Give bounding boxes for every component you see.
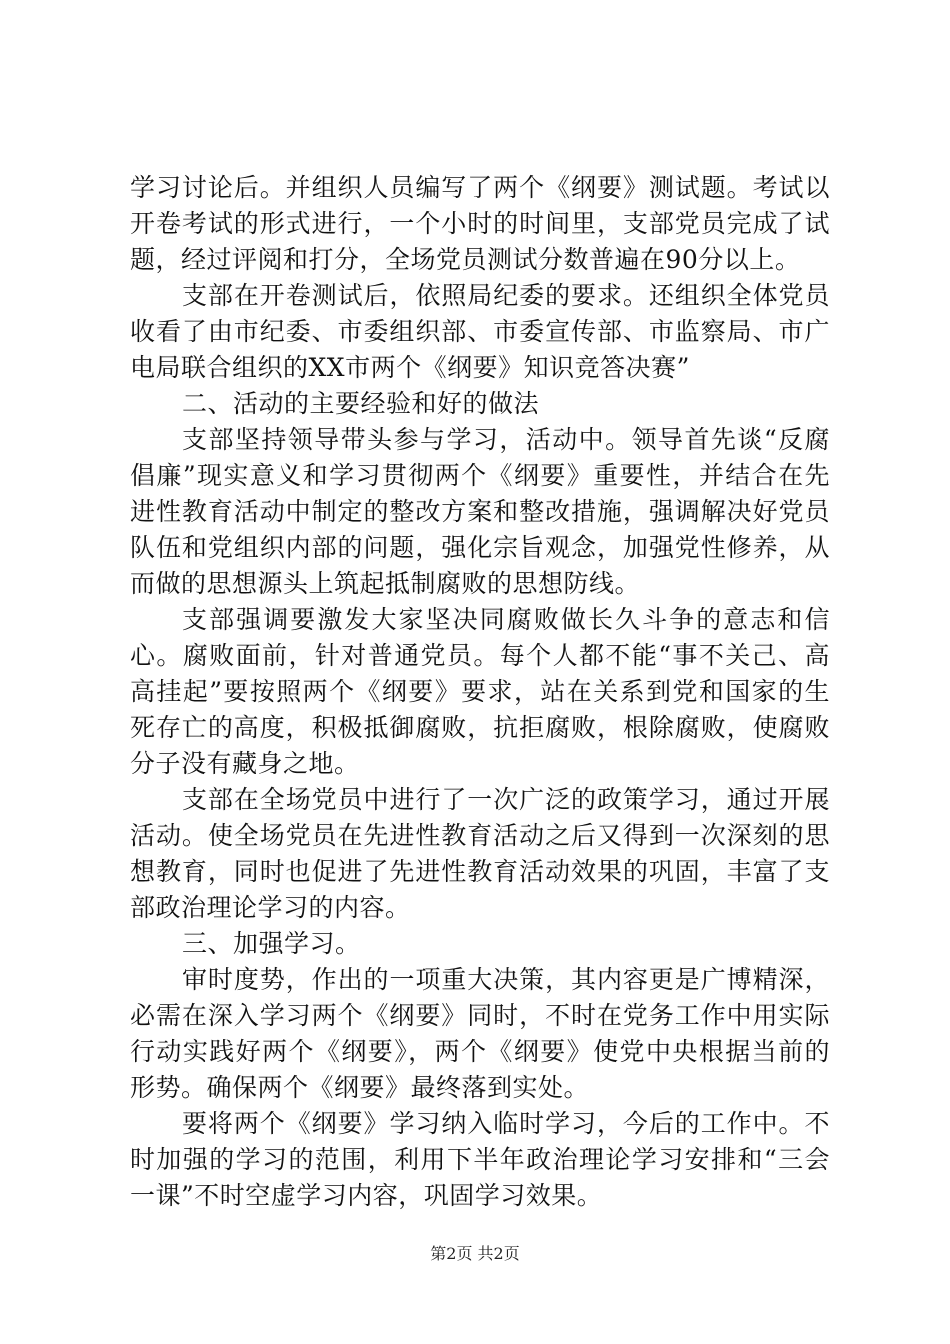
paragraph-5: 支部在全场党员中进行了一次广泛的政策学习，通过开展活动。使全场党员在先进性教育活动之后又得到一次深刻的思想教育，同时也促进了先进性教育活动效果的巩固，丰富了支部政治理论学习的内容。 [130,785,830,922]
paragraph-7: 要将两个《纲要》学习纳入临时学习，今后的工作中。不时加强的学习的范围，利用下半年政治理论学习安排和“三会一课”不时空虚学习内容，巩固学习效果。 [130,1109,830,1210]
paragraph-6: 审时度势，作出的一项重大决策，其内容更是广博精深，必需在深入学习两个《纲要》同时，不时在党务工作中用实际行动实践好两个《纲要》，两个《纲要》使党中央根据当前的形势。确保两个《纲要》最终落到实处。 [130,965,830,1102]
paragraph-3: 支部坚持领导带头参与学习，活动中。领导首先谈“反腐倡廉”现实意义和学习贯彻两个《纲要》重要性，并结合在先进性教育活动中制定的整改方案和整改措施，强调解决好党员队伍和党组织内部的问题，强化宗旨观念，加强党性修养，从而做的思想源头上筑起抵制腐败的思想防线。 [130,425,830,598]
section-heading-3: 三、加强学习。 [182,929,361,958]
section-heading-2: 二、活动的主要经验和好的做法 [182,389,540,418]
paragraph-2: 支部在开卷测试后，依照局纪委的要求。还组织全体党员收看了由市纪委、市委组织部、市委宣传部、市监察局、市广电局联合组织的XX市两个《纲要》知识竞答决赛” [130,281,830,382]
paragraph-4: 支部强调要激发大家坚决同腐败做长久斗争的意志和信心。腐败面前，针对普通党员。每个人都不能“事不关己、高高挂起”要按照两个《纲要》要求，站在关系到党和国家的生死存亡的高度，积极抵御腐败，抗拒腐败，根除腐败，使腐败分子没有藏身之地。 [130,605,830,778]
document-body [130,170,830,1214]
page-footer: 第2页 共2页 [430,1244,520,1263]
paragraph-1: 学习讨论后。并组织人员编写了两个《纲要》测试题。考试以开卷考试的形式进行，一个小时的时间里，支部党员完成了试题，经过评阅和打分，全场党员测试分数普遍在90分以上。 [130,173,830,274]
